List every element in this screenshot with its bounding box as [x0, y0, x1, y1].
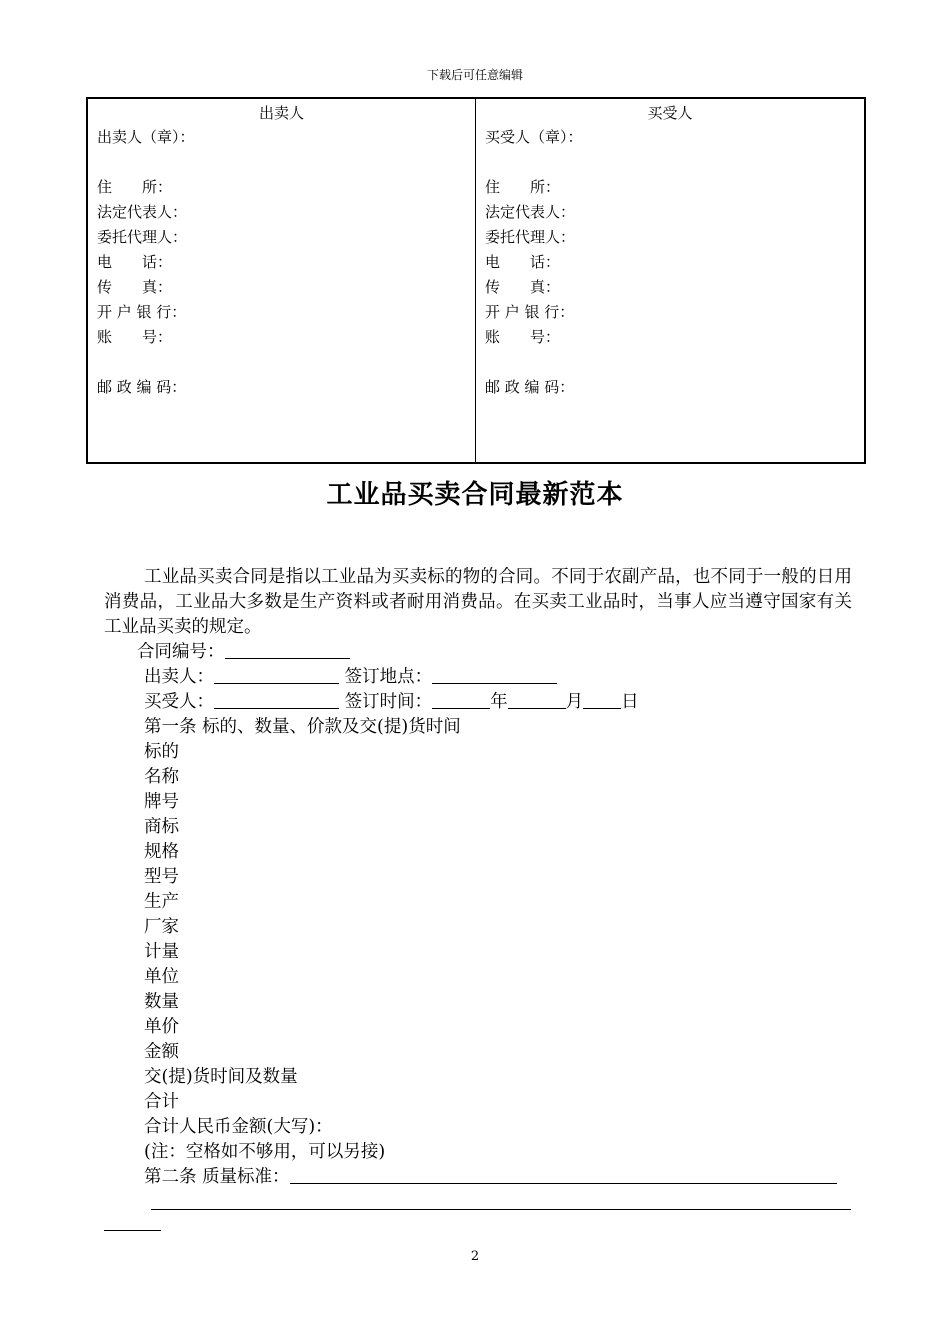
table-column-label: 单价 — [144, 1017, 179, 1037]
buyer-column — [476, 99, 864, 462]
table-column-label: 标的 — [144, 742, 179, 762]
table-column-label: 规格 — [144, 842, 179, 862]
day-label: 日 — [621, 692, 639, 712]
buyer-label: 买受人： — [144, 692, 214, 712]
table-column-label: 单位 — [144, 967, 179, 987]
table-column-label: 计量 — [144, 942, 179, 962]
month-blank[interactable] — [508, 690, 566, 709]
contract-number-label: 合同编号： — [137, 642, 225, 662]
contract-body — [104, 640, 864, 1190]
quality-standard-tail-line[interactable] — [104, 1230, 161, 1231]
buyer-time-line — [104, 690, 864, 715]
seller-address-field: 住 所： — [97, 178, 173, 196]
table-column-label: 合计 — [144, 1092, 179, 1112]
seller-bank-field: 开 户 银 行： — [97, 303, 187, 321]
buyer-fax-field: 传 真： — [485, 278, 561, 296]
seller-place-line — [104, 665, 864, 690]
seller-blank[interactable] — [214, 665, 339, 684]
buyer-legal-rep-field: 法定代表人： — [485, 203, 576, 221]
seller-fax-field: 传 真： — [97, 278, 173, 296]
table-column-label: 生产 — [144, 892, 179, 912]
buyer-column-heading: 买受人 — [647, 104, 693, 122]
table-column-label: 商标 — [144, 817, 179, 837]
document-title: 工业品买卖合同最新范本 — [326, 480, 624, 510]
quality-standard-blank[interactable] — [290, 1165, 837, 1184]
page-number: 2 — [470, 1249, 480, 1264]
day-blank[interactable] — [583, 690, 621, 709]
seller-label: 出卖人： — [144, 667, 214, 687]
month-label: 月 — [565, 692, 584, 712]
table-column-label: 名称 — [144, 767, 179, 787]
seller-column-heading: 出卖人 — [258, 104, 304, 122]
party-info-table — [86, 97, 866, 464]
quality-standard-continuation-line[interactable] — [151, 1209, 851, 1210]
year-blank[interactable] — [432, 690, 490, 709]
seller-column — [88, 99, 476, 462]
table-total-amount-label: 合计人民币金额(大写)： — [144, 1117, 333, 1137]
buyer-address-field: 住 所： — [485, 178, 561, 196]
table-column-label: 金额 — [144, 1042, 179, 1062]
sign-place-label: 签订地点： — [344, 667, 433, 687]
article-2-line — [104, 1165, 864, 1190]
table-column-label: 交(提)货时间及数量 — [144, 1067, 298, 1087]
buyer-blank[interactable] — [214, 690, 339, 709]
sign-time-label: 签订时间： — [344, 692, 433, 712]
sign-place-blank[interactable] — [432, 665, 557, 684]
seller-seal-field: 出卖人（章）： — [97, 128, 195, 146]
table-column-label: 数量 — [144, 992, 179, 1012]
buyer-bank-field: 开 户 银 行： — [485, 303, 575, 321]
table-note: (注：空格如不够用，可以另接) — [144, 1142, 386, 1162]
seller-phone-field: 电 话： — [97, 253, 173, 271]
seller-postcode-field: 邮 政 编 码： — [97, 378, 187, 396]
seller-account-field: 账 号： — [97, 328, 173, 346]
buyer-seal-field: 买受人（章）： — [485, 128, 583, 146]
table-column-label: 型号 — [144, 867, 179, 887]
buyer-phone-field: 电 话： — [485, 253, 561, 271]
header-note: 下载后可任意编辑 — [426, 68, 523, 82]
buyer-agent-field: 委托代理人： — [485, 228, 576, 246]
table-column-label: 厂家 — [144, 917, 179, 937]
table-column-label: 牌号 — [144, 792, 179, 812]
buyer-account-field: 账 号： — [485, 328, 561, 346]
seller-agent-field: 委托代理人： — [97, 228, 188, 246]
seller-legal-rep-field: 法定代表人： — [97, 203, 188, 221]
intro-paragraph: 工业品买卖合同是指以工业品为买卖标的物的合同。不同于农副产品，也不同于一般的日用消费品，工业品大多数是生产资料或者耐用消费品。在买卖工业品时，当事人应当遵守国家有关工业品买卖的规定。 — [104, 567, 852, 637]
article-1-heading: 第一条 标的、数量、价款及交(提)货时间 — [144, 717, 461, 737]
article-2-label: 第二条 质量标准： — [144, 1167, 290, 1187]
buyer-postcode-field: 邮 政 编 码： — [485, 378, 575, 396]
contract-number-line — [104, 640, 864, 665]
year-label: 年 — [490, 692, 508, 712]
contract-number-blank[interactable] — [225, 640, 350, 659]
